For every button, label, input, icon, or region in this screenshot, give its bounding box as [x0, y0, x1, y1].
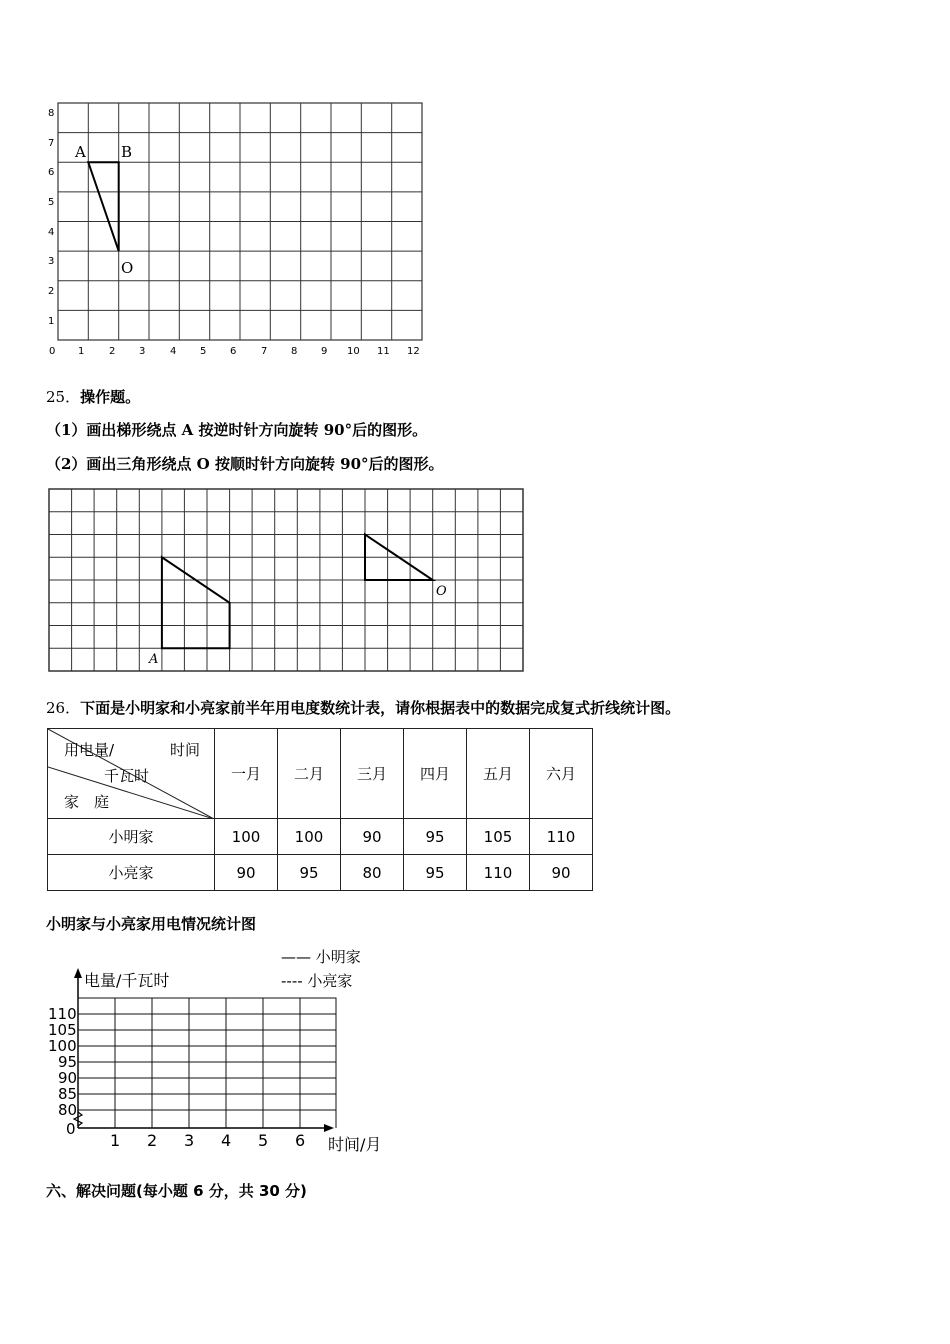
table-cell: 100 — [215, 819, 278, 855]
table-cell: 110 — [467, 855, 530, 891]
x-tick: 5 — [258, 1131, 269, 1150]
x-tick: 0 — [49, 346, 56, 357]
label-O: O — [121, 259, 134, 277]
table-cell: 100 — [278, 819, 341, 855]
y-tick: 4 — [48, 227, 55, 238]
x-tick: 4 — [170, 346, 177, 357]
month-header: 五月 — [467, 729, 530, 819]
x-tick: 2 — [147, 1131, 158, 1150]
table-row — [48, 819, 593, 855]
y-tick: 5 — [48, 197, 55, 208]
month-header: 三月 — [341, 729, 404, 819]
table-cell: 110 — [530, 819, 593, 855]
x-tick: 6 — [230, 346, 237, 357]
diagonal-header-cell — [48, 729, 215, 819]
x-axis-arrow — [324, 1124, 334, 1132]
table-cell: 105 — [467, 819, 530, 855]
y-tick: 8 — [48, 108, 55, 119]
section-6-title: 六、解决问题(每小题 6 分，共 30 分) — [46, 1182, 307, 1200]
y-tick: 95 — [58, 1053, 78, 1071]
y-tick: 105 — [48, 1021, 77, 1039]
y-tick: 3 — [48, 256, 55, 267]
grid-lines — [49, 489, 523, 671]
grid-lines — [58, 103, 422, 340]
x-tick: 1 — [78, 346, 85, 357]
y-tick: 1 — [48, 316, 55, 327]
y-axis-label: 电量/千瓦时 — [84, 971, 170, 990]
y-tick: 2 — [48, 286, 55, 297]
table-cell: 80 — [341, 855, 404, 891]
x-tick: 4 — [221, 1131, 232, 1150]
x-tick: 11 — [377, 346, 390, 357]
x-tick: 8 — [291, 346, 298, 357]
x-tick: 12 — [407, 346, 420, 357]
coordinate-grid-1 — [40, 95, 440, 365]
legend-solid: —— 小明家 — [281, 948, 361, 966]
header-time: 时间 — [170, 741, 201, 759]
question-number: 25． — [46, 388, 81, 406]
electricity-table — [47, 728, 593, 891]
chart-x-ticks — [110, 1131, 305, 1150]
row-name: 小明家 — [48, 819, 215, 855]
x-tick: 6 — [295, 1131, 306, 1150]
header-unit: 千瓦时 — [104, 767, 150, 785]
chart-y-ticks — [48, 1005, 77, 1138]
header-family: 家 庭 — [64, 793, 110, 811]
x-tick: 10 — [347, 346, 360, 357]
y-tick: 80 — [58, 1101, 78, 1119]
legend-dashed: ---- 小亮家 — [281, 972, 353, 990]
question-26-title — [46, 697, 680, 718]
table-cell: 90 — [215, 855, 278, 891]
table-cell: 90 — [530, 855, 593, 891]
x-axis-label: 时间/月 — [328, 1135, 382, 1154]
question-text: 下面是小明家和小亮家前半年用电度数统计表，请你根据表中的数据完成复式折线统计图。 — [80, 699, 681, 717]
x-tick: 5 — [200, 346, 207, 357]
y-tick: 85 — [58, 1085, 78, 1103]
header-usage: 用电量/ — [64, 741, 115, 759]
question-number: 26． — [46, 699, 81, 717]
row-name: 小亮家 — [48, 855, 215, 891]
x-tick: 1 — [110, 1131, 121, 1150]
origin-label: 0 — [66, 1120, 76, 1138]
x-tick: 3 — [139, 346, 146, 357]
rotation-grid — [46, 486, 528, 676]
y-tick: 6 — [48, 167, 55, 178]
table-cell: 95 — [404, 855, 467, 891]
chart-title: 小明家与小亮家用电情况统计图 — [46, 915, 257, 933]
electricity-table-wrap — [47, 728, 593, 891]
x-tick: 9 — [321, 346, 328, 357]
month-header: 六月 — [530, 729, 593, 819]
table-row — [48, 855, 593, 891]
question-25-sub1: （1）画出梯形绕点 A 按逆时针方向旋转 90°后的图形。 — [46, 421, 428, 439]
question-25-title — [46, 386, 140, 407]
label-A: A — [75, 143, 86, 161]
question-25-sub2: （2）画出三角形绕点 O 按顺时针方向旋转 90°后的图形。 — [46, 455, 444, 473]
blank-line-chart — [46, 940, 406, 1160]
table-cell: 95 — [278, 855, 341, 891]
month-header: 四月 — [404, 729, 467, 819]
table-cell: 90 — [341, 819, 404, 855]
y-tick: 7 — [48, 138, 55, 149]
table-cell: 95 — [404, 819, 467, 855]
x-tick: 2 — [109, 346, 116, 357]
y-tick: 110 — [48, 1005, 77, 1023]
month-header: 一月 — [215, 729, 278, 819]
triangle-ABO — [88, 162, 118, 251]
label-A: A — [149, 652, 159, 667]
x-tick: 7 — [261, 346, 268, 357]
month-header: 二月 — [278, 729, 341, 819]
x-tick-labels — [49, 346, 420, 357]
chart-grid — [78, 998, 336, 1128]
label-O: O — [436, 584, 447, 599]
x-tick: 3 — [184, 1131, 195, 1150]
y-tick: 100 — [48, 1037, 77, 1055]
y-tick: 90 — [58, 1069, 78, 1087]
question-text: 操作题。 — [80, 388, 141, 406]
y-tick-labels — [48, 108, 54, 327]
label-B: B — [121, 143, 133, 161]
y-axis-arrow — [74, 968, 82, 978]
